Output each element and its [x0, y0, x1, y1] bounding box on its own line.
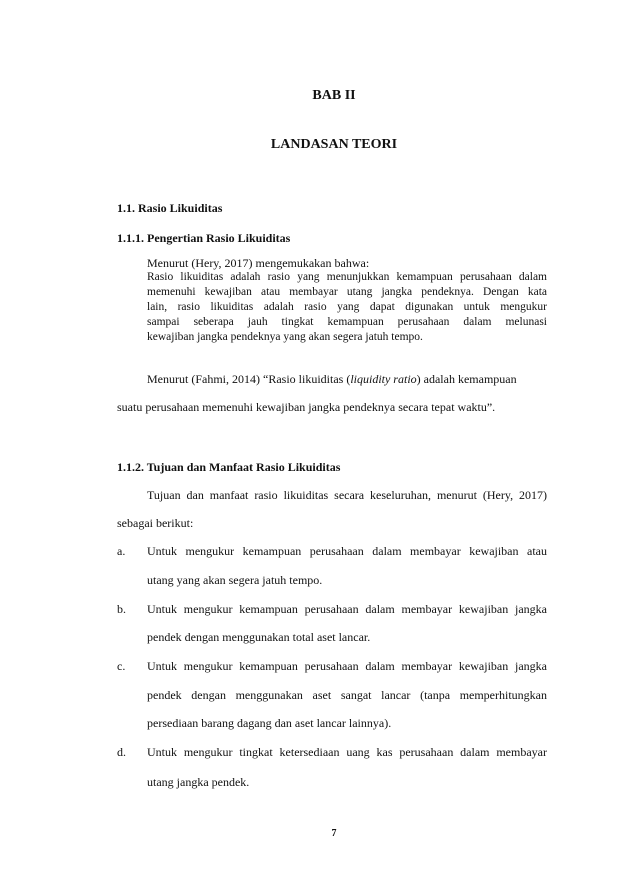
subsection-heading-pengertian: 1.1.1. Pengertian Rasio Likuiditas — [117, 231, 291, 245]
list-item-line: Untuk mengukur kemampuan perusahaan dalam membayar kewajiban atau — [147, 544, 547, 558]
subsection-heading-tujuan: 1.1.2. Tujuan dan Manfaat Rasio Likuiditas — [117, 460, 341, 474]
list-item-letter: c. — [117, 659, 126, 673]
list-item-letter: d. — [117, 745, 126, 759]
list-item-line: pendek dengan menggunakan total aset lancar. — [147, 630, 371, 644]
paragraph-text: ) adalah kemampuan — [416, 372, 517, 386]
paragraph-fahmi-line1 — [147, 372, 547, 387]
paragraph-tujuan-line1: Tujuan dan manfaat rasio likuiditas secara keseluruhan, menurut (Hery, 2017) — [147, 488, 547, 502]
list-item-letter: a. — [117, 544, 126, 558]
chapter-number: BAB II — [312, 88, 356, 103]
block-quote-line: lain, rasio likuiditas adalah rasio yang dapat digunakan untuk mengukur — [147, 301, 547, 313]
page-number: 7 — [331, 828, 337, 839]
chapter-title: LANDASAN TEORI — [270, 137, 398, 152]
paragraph-fahmi-line2: suatu perusahaan memenuhi kewajiban jangka pendeknya secara tepat waktu”. — [117, 400, 496, 414]
list-item-line: utang jangka pendek. — [147, 775, 250, 789]
list-item-line: Untuk mengukur kemampuan perusahaan dalam membayar kewajiban jangka — [147, 659, 547, 673]
paragraph-text: Menurut (Fahmi, 2014) “Rasio likuiditas ( — [147, 372, 351, 386]
list-item-line: utang yang akan segera jatuh tempo. — [147, 573, 323, 587]
paragraph-tujuan-line2: sebagai berikut: — [117, 516, 194, 530]
block-quote-line: Rasio likuiditas adalah rasio yang menunjukkan kemampuan perusahaan dalam — [147, 271, 547, 283]
list-item-line: Untuk mengukur kemampuan perusahaan dalam membayar kewajiban jangka — [147, 602, 547, 616]
list-item-line: pendek dengan menggunakan aset sangat lancar (tanpa memperhitungkan — [147, 688, 547, 702]
block-quote-line: kewajiban jangka pendeknya yang akan segera jatuh tempo. — [147, 331, 423, 343]
section-heading-rasio-likuiditas: 1.1. Rasio Likuiditas — [117, 201, 223, 215]
list-item-letter: b. — [117, 602, 126, 616]
italic-term: liquidity ratio — [350, 372, 417, 386]
block-quote-line: sampai seberapa jauh tingkat kemampuan perusahaan dalam melunasi — [147, 316, 547, 328]
quote-intro: Menurut (Hery, 2017) mengemukakan bahwa: — [147, 256, 370, 270]
list-item-line: Untuk mengukur tingkat ketersediaan uang kas perusahaan dalam membayar — [147, 745, 547, 759]
block-quote-line: memenuhi kewajiban atau membayar utang jangka pendeknya. Dengan kata — [147, 286, 547, 298]
list-item-line: persediaan barang dagang dan aset lancar lainnya). — [147, 716, 392, 730]
